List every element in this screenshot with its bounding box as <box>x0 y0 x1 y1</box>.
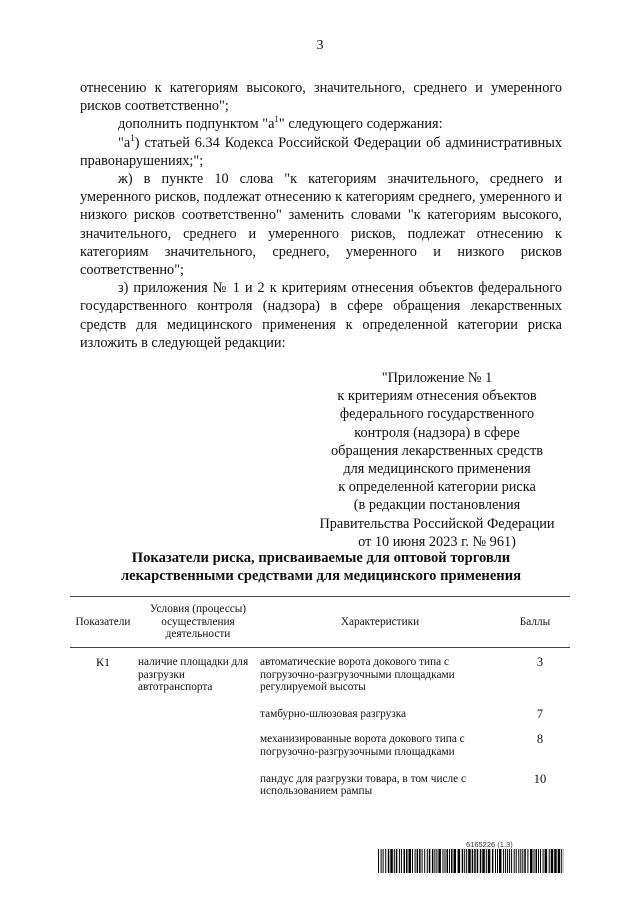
paragraph-3-start: "а <box>118 134 131 151</box>
paragraph-1: отнесению к категориям высокого, значительного, среднего и умеренного рисков соответственно"; <box>80 80 562 115</box>
table-row <box>70 648 570 798</box>
appendix-line: Правительства Российской Федерации <box>319 515 555 532</box>
characteristic-text: автоматические ворота докового типа с погрузочно-разгрузочными площадками регулируемой высоты <box>260 656 455 694</box>
barcode-icon <box>378 849 564 873</box>
header-characteristics: Характеристики <box>260 597 500 648</box>
characteristic-item <box>260 656 570 694</box>
appendix-line: к определенной категории риска <box>338 479 536 496</box>
superscript-2: 1 <box>130 132 135 143</box>
appendix-line: федерального государственного <box>339 406 535 423</box>
risk-table <box>70 596 570 798</box>
appendix-line: к критериям отнесения объектов <box>337 388 537 405</box>
characteristic-text: пандус для разгрузки товара, в том числе с использованием рампы <box>260 772 467 798</box>
appendix-line: контроля (надзора) в сфере <box>354 424 520 441</box>
condition-cell: наличие площадки для разгрузки автотранспорта <box>138 656 249 694</box>
table-title-line-2: лекарственными средствами для медицинского применения <box>120 568 522 585</box>
appendix-header <box>312 369 562 551</box>
table-title-line-1: Показатели риска, присваиваемые для оптовой торговли <box>131 550 511 566</box>
header-conditions: Условия (процессы) осуществления деятельности <box>136 597 260 648</box>
characteristic-item <box>260 733 570 758</box>
table-title <box>80 549 562 586</box>
paragraph-3-end: ) статьей 6.34 Кодекса Российской Федерации об административных правонарушениях;"; <box>80 134 562 169</box>
superscript-1: 1 <box>274 114 279 125</box>
paragraph-2-end: " следующего содержания: <box>278 116 443 133</box>
paragraph-3 <box>80 134 562 170</box>
characteristic-score: 7 <box>536 706 544 721</box>
document-code: 6165226 (1.3) <box>466 840 513 849</box>
table-header-row <box>70 597 570 648</box>
characteristic-text: механизированные ворота докового типа с погрузочно-разгрузочными площадками <box>260 733 465 758</box>
paragraph-4: ж) в пункте 10 слова "к категориям значительного, среднего и умеренного рисков, подлежат отнесению к категориям среднего, умеренного и низкого рисков соответственно" заменить словами "к категориям высокого, значительного, среднего и умеренного рисков, подлежат отнесению к категориям значительного, среднего, умеренного и низкого рисков соответственно"; <box>80 171 562 279</box>
appendix-line: "Приложение № 1 <box>381 370 493 386</box>
appendix-line: для медицинского применения <box>343 461 531 478</box>
header-indicator: Показатели <box>70 597 136 648</box>
characteristic-score: 10 <box>533 771 547 786</box>
appendix-line: (в редакции постановления <box>353 497 521 514</box>
header-score: Баллы <box>500 597 570 648</box>
characteristic-item <box>260 773 570 798</box>
paragraph-5: з) приложения № 1 и 2 к критериям отнесения объектов федерального государственного контроля (надзора) в сфере обращения лекарственных средств для медицинского применения к определенной категории риска изложить в следующей редакции: <box>80 280 562 351</box>
characteristic-text: тамбурно-шлюзовая разгрузка <box>260 707 407 720</box>
appendix-line: обращения лекарственных средств <box>331 442 543 459</box>
characteristic-score: 3 <box>536 655 544 669</box>
characteristic-score: 8 <box>536 732 544 747</box>
paragraph-2-start: дополнить подпунктом "а <box>118 116 275 133</box>
indicator-cell: К1 <box>95 655 110 669</box>
page-number: 3 <box>316 38 324 53</box>
characteristic-item <box>260 708 570 721</box>
body-text <box>80 79 562 352</box>
paragraph-2 <box>80 115 562 133</box>
characteristics-cell <box>260 648 570 798</box>
appendix-line: от 10 июня 2023 г. № 961) <box>358 533 516 550</box>
